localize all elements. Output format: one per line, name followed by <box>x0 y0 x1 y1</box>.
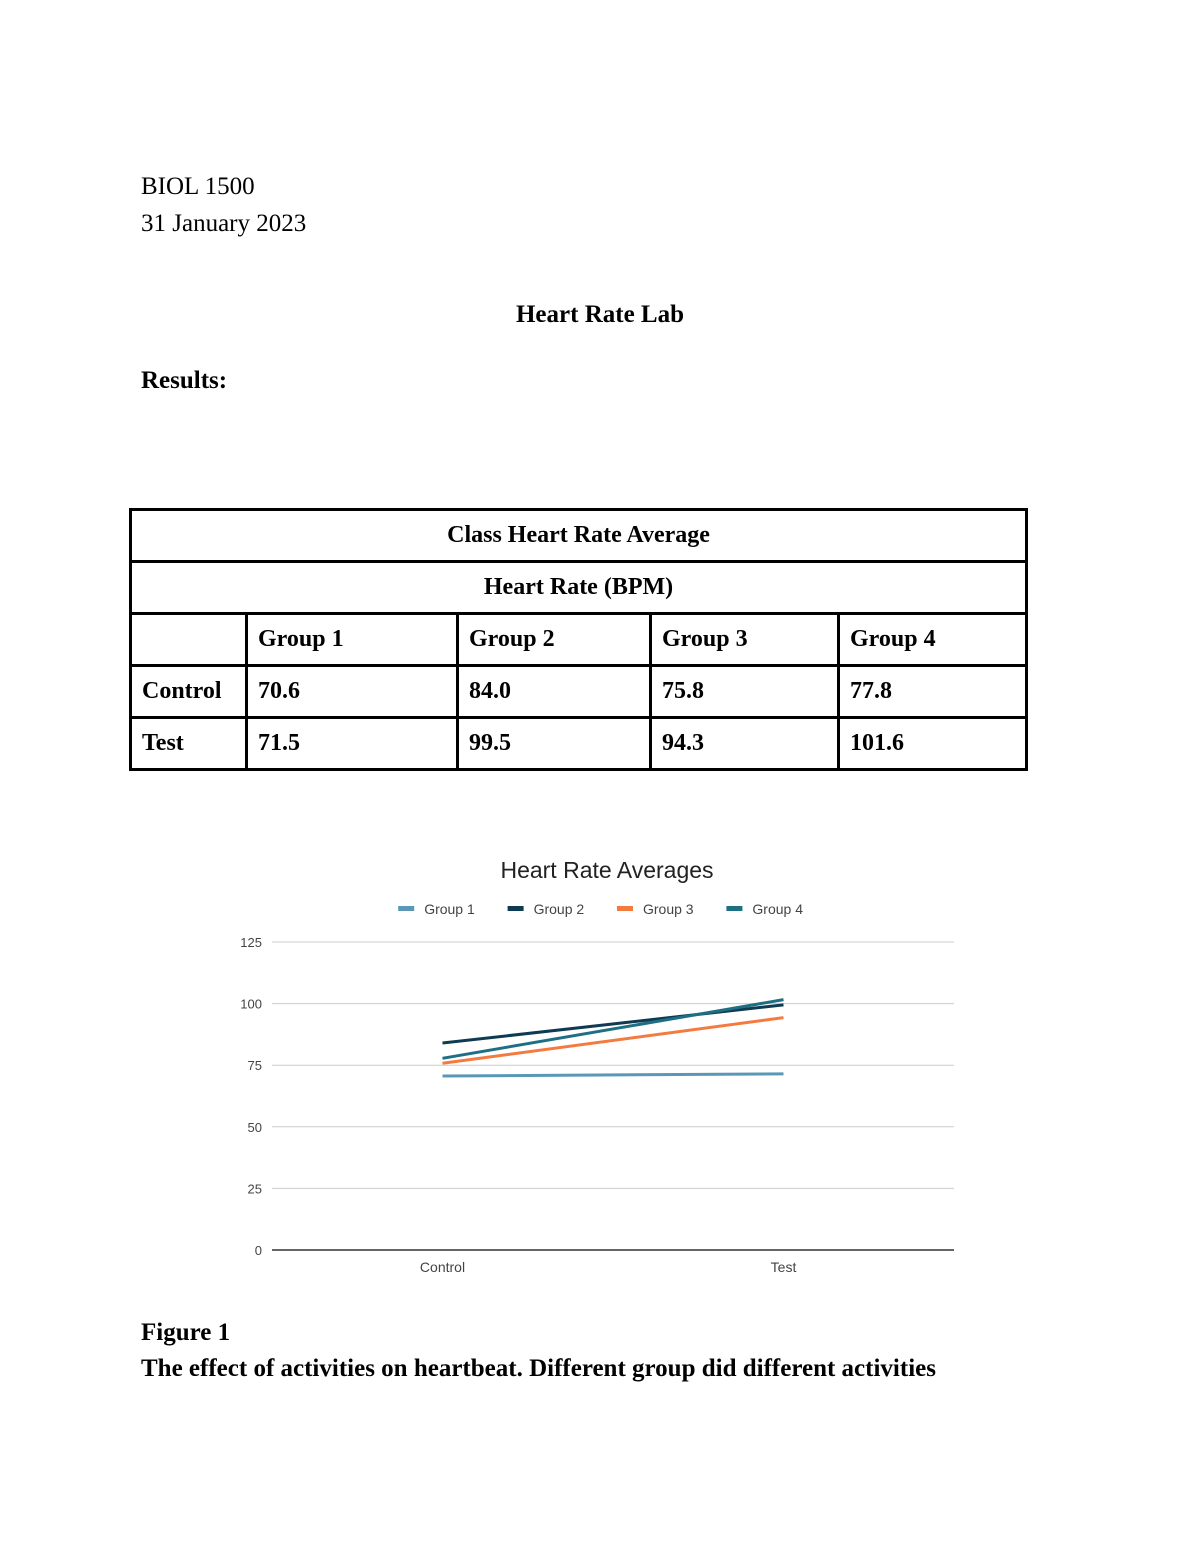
table-subtitle: Heart Rate (BPM) <box>131 562 1027 614</box>
table-cell: 77.8 <box>839 666 1027 718</box>
legend-swatch <box>726 906 742 911</box>
figure-label: Figure 1 <box>141 1319 231 1346</box>
table-header-cell: Group 1 <box>247 614 458 666</box>
legend-swatch <box>617 906 633 911</box>
figure-caption: The effect of activities on heartbeat. Different group did different activities <box>141 1355 936 1382</box>
table-cell: 70.6 <box>247 666 458 718</box>
legend-label: Group 1 <box>424 901 475 917</box>
series-line <box>443 1000 784 1059</box>
heart-rate-chart <box>180 845 1020 1295</box>
table-row-label: Control <box>131 666 247 718</box>
legend-label: Group 2 <box>533 901 585 917</box>
table-title: Class Heart Rate Average <box>131 510 1027 562</box>
heart-rate-table <box>129 508 1028 771</box>
table-title-row <box>131 510 1027 562</box>
table-row <box>131 666 1027 718</box>
table-header-cell: Group 4 <box>839 614 1027 666</box>
legend-label: Group 3 <box>643 901 694 917</box>
table-row <box>131 718 1027 770</box>
y-tick-label: 50 <box>247 1119 262 1135</box>
chart-title: Heart Rate Averages <box>500 857 714 883</box>
results-heading: Results: <box>141 367 228 394</box>
y-tick-label: 100 <box>240 996 262 1012</box>
legend-swatch <box>398 906 414 911</box>
legend-swatch <box>508 906 524 911</box>
series-line <box>443 1074 784 1076</box>
table-cell: 94.3 <box>651 718 839 770</box>
table-cell: 71.5 <box>247 718 458 770</box>
y-tick-label: 75 <box>247 1058 262 1074</box>
table-header-cell: Group 3 <box>651 614 839 666</box>
document-date: 31 January 2023 <box>141 210 307 237</box>
table-cell: 75.8 <box>651 666 839 718</box>
page-title: Heart Rate Lab <box>515 301 685 328</box>
x-tick-label: Control <box>419 1259 466 1275</box>
table-header-cell: Group 2 <box>458 614 651 666</box>
y-tick-label: 0 <box>254 1243 262 1258</box>
table-header-cell <box>131 614 247 666</box>
table-row-label: Test <box>131 718 247 770</box>
table-subtitle-row <box>131 562 1027 614</box>
table-cell: 99.5 <box>458 718 651 770</box>
y-tick-label: 25 <box>247 1181 262 1197</box>
table-cell: 84.0 <box>458 666 651 718</box>
table-cell: 101.6 <box>839 718 1027 770</box>
course-code: BIOL 1500 <box>141 173 255 200</box>
y-tick-label: 125 <box>240 935 262 950</box>
table-header-row <box>131 614 1027 666</box>
x-tick-label: Test <box>770 1259 797 1275</box>
legend-label: Group 4 <box>752 901 803 917</box>
